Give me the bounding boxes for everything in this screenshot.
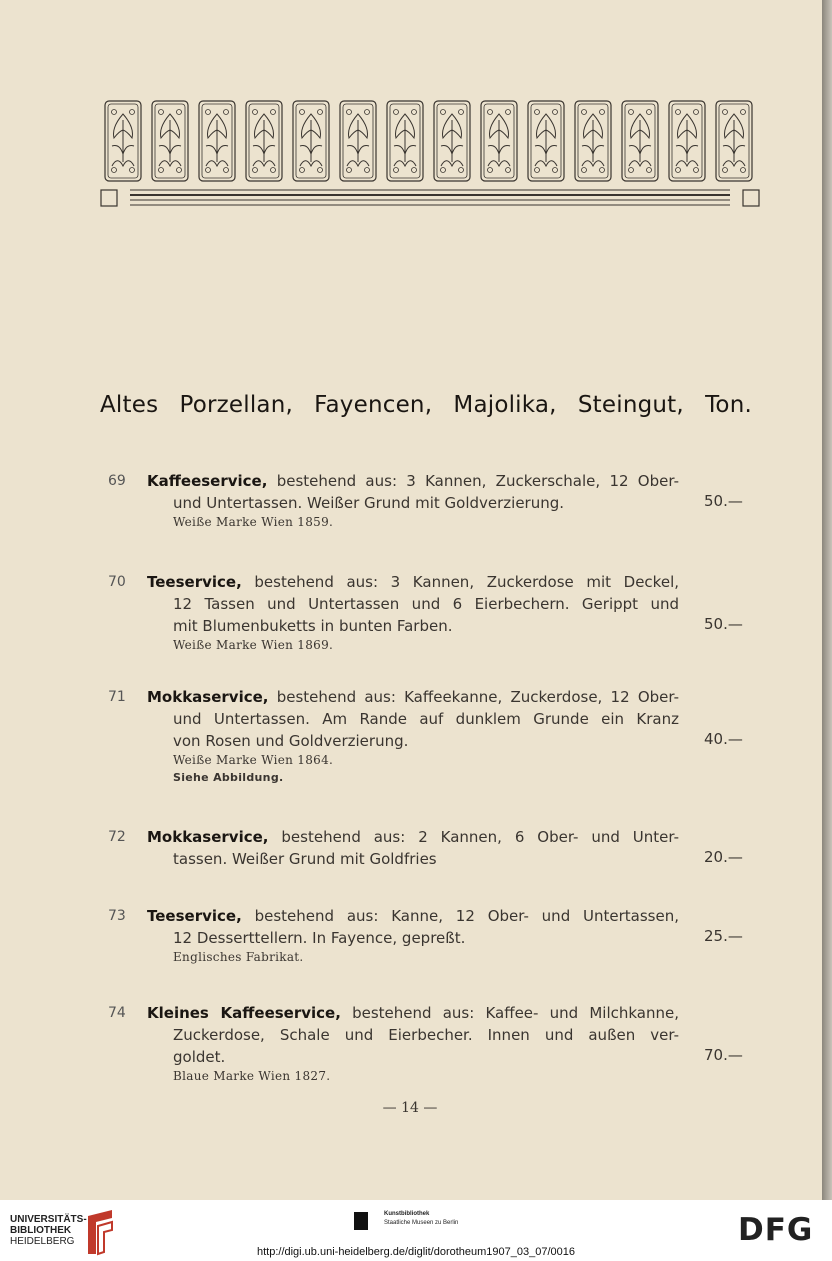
lot-number: 71 <box>108 689 126 705</box>
entry-line: Mokkaservice, bestehend aus: Kaffeekanne, Zuckerdose, 12 Ober- <box>147 688 679 706</box>
lot-number: 73 <box>108 908 126 924</box>
price: 40.— <box>704 730 743 748</box>
kunstbibliothek-subtitle: Staatliche Museen zu Berlin <box>384 1220 459 1226</box>
page-edge-shadow <box>822 0 832 1200</box>
entry-line: Zuckerdose, Schale und Eierbecher. Innen und außen ver- <box>173 1026 679 1044</box>
maker-mark-note: Weiße Marke Wien 1869. <box>173 638 334 652</box>
kunstbibliothek-name: Kunstbibliothek <box>384 1211 430 1217</box>
section-heading: Altes Porzellan, Fayencen, Majolika, Steingut, Ton. <box>100 392 752 418</box>
catalog-entry <box>100 1002 752 1085</box>
entry-line: Kaffeeservice, bestehend aus: 3 Kannen, Zuckerschale, 12 Ober- <box>147 472 679 490</box>
ornament-border <box>100 100 760 182</box>
decorative-rule <box>100 186 760 210</box>
catalog-entry <box>100 905 752 966</box>
lot-number: 70 <box>108 574 126 590</box>
see-illustration-note: Siehe Abbildung. <box>173 771 284 784</box>
entry-line: Kleines Kaffeeservice, bestehend aus: Kaffee- und Milchkanne, <box>147 1004 679 1022</box>
entry-line: Teeservice, bestehend aus: Kanne, 12 Ober- und Untertassen, <box>147 907 679 925</box>
item-title: Mokkaservice, <box>147 828 269 846</box>
entry-line: und Untertassen. Am Rande auf dunklem Grunde ein Kranz <box>173 710 679 728</box>
maker-mark-note: Weiße Marke Wien 1864. <box>173 753 334 767</box>
maker-mark-note: Weiße Marke Wien 1859. <box>173 515 334 529</box>
kunstbibliothek-mark-icon <box>354 1212 368 1230</box>
entry-line: Teeservice, bestehend aus: 3 Kannen, Zuckerdose mit Deckel, <box>147 573 679 591</box>
entry-line: von Rosen und Goldverzierung. <box>173 732 409 750</box>
lot-number: 69 <box>108 473 126 489</box>
entry-line: 12 Tassen und Untertassen und 6 Eierbechern. Gerippt und <box>173 595 679 613</box>
university-logo-line: HEIDELBERG <box>10 1236 75 1247</box>
lot-number: 72 <box>108 829 126 845</box>
price: 20.— <box>704 848 743 866</box>
university-logo-line: UNIVERSITÄTS- <box>10 1214 87 1225</box>
entry-line: und Untertassen. Weißer Grund mit Goldverzierung. <box>173 494 565 512</box>
catalog-entry <box>100 571 752 654</box>
entry-line: goldet. <box>173 1048 226 1066</box>
price: 50.— <box>704 615 743 633</box>
catalog-entry <box>100 470 752 531</box>
price: 70.— <box>704 1046 743 1064</box>
item-title: Teeservice, <box>147 573 242 591</box>
catalog-entry <box>100 826 752 870</box>
lot-number: 74 <box>108 1005 126 1021</box>
catalog-entry <box>100 686 752 786</box>
entry-line: mit Blumenbuketts in bunten Farben. <box>173 617 453 635</box>
entry-line: Mokkaservice, bestehend aus: 2 Kannen, 6 Ober- und Unter- <box>147 828 679 846</box>
item-title: Kleines Kaffeeservice, <box>147 1004 341 1022</box>
permalink-url[interactable]: http://digi.ub.uni-heidelberg.de/diglit/dorotheum1907_03_07/0016 <box>256 1246 576 1258</box>
page-number: — 14 — <box>382 1100 438 1116</box>
price: 25.— <box>704 927 743 945</box>
dfg-logo[interactable]: DFG <box>738 1212 814 1248</box>
price: 50.— <box>704 492 743 510</box>
item-title: Mokkaservice, <box>147 688 269 706</box>
item-title: Kaffeeservice, <box>147 472 268 490</box>
university-library-logo[interactable] <box>10 1214 87 1247</box>
university-logo-line: BIBLIOTHEK <box>10 1225 72 1236</box>
item-title: Teeservice, <box>147 907 242 925</box>
maker-mark-note: Englisches Fabrikat. <box>173 950 304 964</box>
maker-mark-note: Blaue Marke Wien 1827. <box>173 1069 331 1083</box>
entry-line: tassen. Weißer Grund mit Goldfries <box>173 850 437 868</box>
entry-line: 12 Desserttellern. In Fayence, gepreßt. <box>173 929 466 947</box>
